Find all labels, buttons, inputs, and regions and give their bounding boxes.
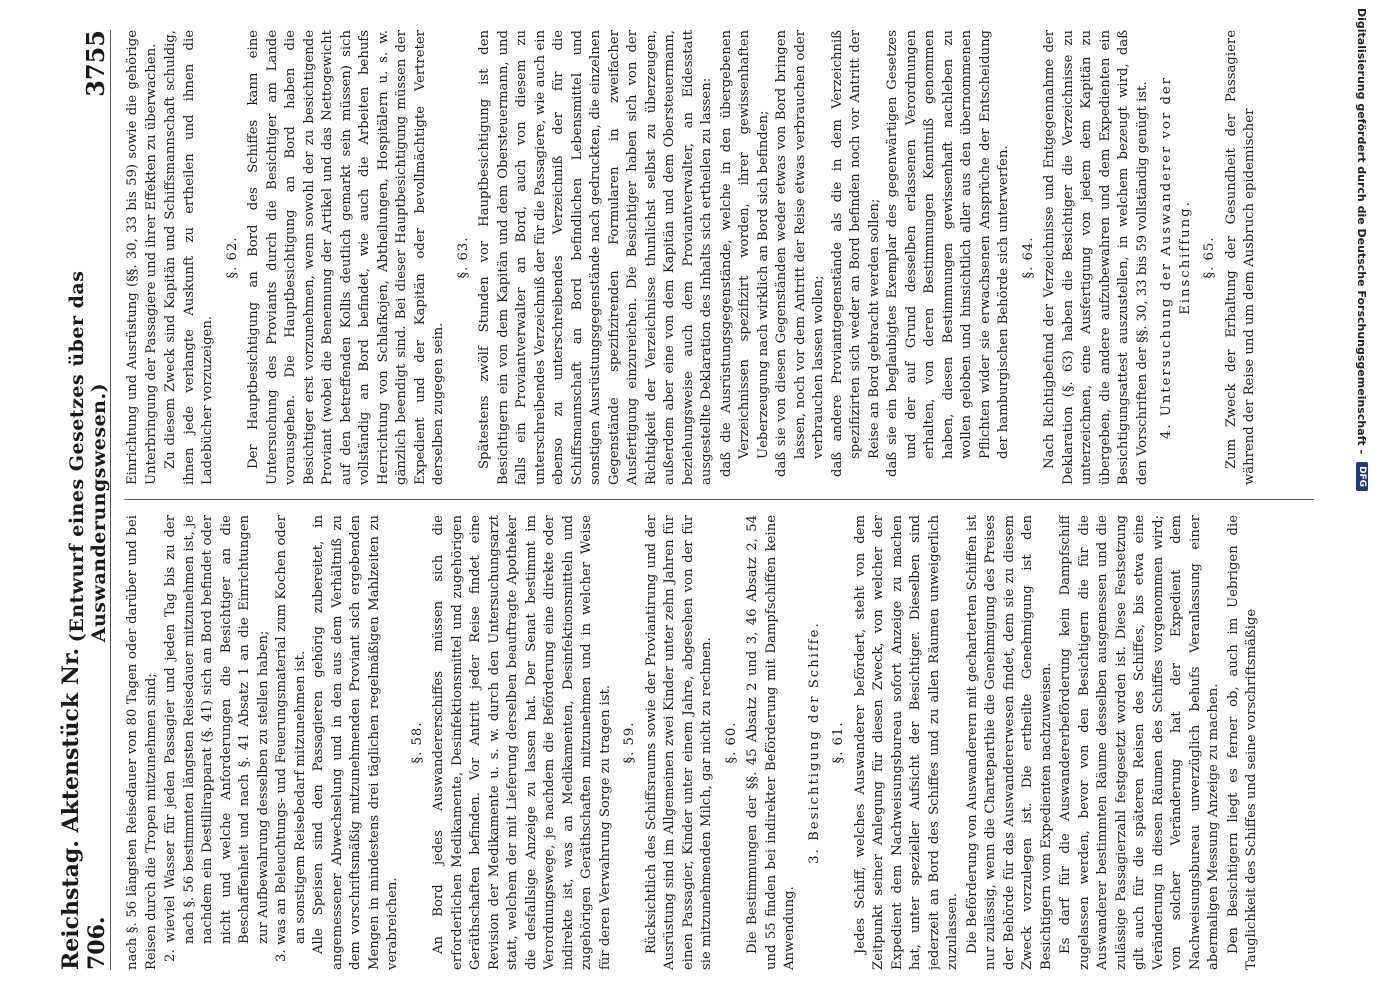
- declaration-item: daß andere Proviantgegenstände als die in dem Verzeichniß spezifizirten sich weder an Bord befinden noch vor Antritt der Reise an Bord gebracht werden sollen;: [829, 30, 882, 477]
- funding-text: Digitalisierung gefördert durch die Deutsche Forschungsgemeinschaft -: [1355, 8, 1369, 455]
- section-heading: §. 65.: [1202, 236, 1217, 279]
- paragraph: Es darf für die Auswandererbeförderung kein Dampfschiff zugelassen werden, bevor von den Besichtigern die für die Auswanderer bestimmten Räume desselben ausgemessen und die zulässige Passagierzahl festgesetzt worden ist. Diese Festsetzung gilt auch für die späteren Reisen des Schiffes, bis etwa eine Veränderung in diesen Räumen des Schiffes vorgenommen wird; von solcher Veränderung hat der Expedient dem Nachweisungsbureau unverzüglich behufs Veranlassung einer abermaligen Messung Anzeige zu machen.: [1058, 515, 1221, 970]
- section-heading: §. 63.: [455, 236, 471, 279]
- section-heading: §. 64.: [1020, 236, 1036, 279]
- paragraph: Der Hauptbesichtigung an Bord des Schiffes kann eine Untersuchung des Proviants durch die Besichtiger am Lande vorausgehen. Die Hauptbesichtigung an Bord haben die Besichtiger erst vorzunehmen, wenn sowohl der zu besichtigende Proviant (wobei die Benennung der Artikel und das Nettogewicht auf den betreffenden Kollis deutlich gemarkt sein müssen) sich vollständig an Bord befindet, wie auch die Arbeiten behufs Herrichtung von Schlafkojen, Abtheilungen, Hospitälern u. s. w. gänzlich beendigt sind. Bei dieser Hauptbesichtigung müssen der Expedient und der Kapitän oder bevollmächtigte Vertreter derselben zugegen sein.: [246, 30, 446, 485]
- page-content: [58, 30, 1330, 970]
- section-heading: §. 62.: [224, 236, 240, 279]
- rotated-page: [50, 0, 1350, 1000]
- list-item: 3. was an Beleuchtungs- und Feuerungsmaterial zum Kochen oder an sonstigem Reisebedarf mitzunehmen ist.: [274, 515, 308, 962]
- page-header: [58, 30, 111, 970]
- right-column: [124, 30, 1314, 485]
- section-heading: §. 60.: [723, 721, 739, 764]
- paragraph: Alle Speisen sind den Passagieren gehörig zubereitet, in angemessener Abwechselung und in den aus dem Verhältniß zu dem vorschriftsmäßig mitzunehmenden Proviant sich ergebenden Mengen in mindestens drei täglichen regelmäßigen Mahlzeiten zu verabreichen.: [311, 515, 400, 970]
- paragraph: Den Besichtigern liegt es ferner ob, auch im Uebrigen die Tauglichkeit des Schiffes und seine vorschriftsmäßige: [1225, 515, 1259, 970]
- section-heading: §. 58.: [409, 721, 425, 764]
- section-heading: §. 61.: [831, 721, 846, 764]
- paragraph: An Bord jedes Auswandererschiffes müssen sich die erforderlichen Medikamente, Desinfektionsmittel und zugehörigen Geräthschaften befinden. Vor Antritt jeder Reise findet eine Revision der Medikamente u. s. w. durch den Untersuchungsarzt statt, welchem der mit Lieferung derselben beauftragte Apotheker die desfallsige Anzeige zu lassen hat. Der Senat bestimmt im Verordnungswege, je nachdem die Beförderung eine direkte oder indirekte ist, was an Medikamenten, Desinfektionsmitteln und zugehörigen Geräthschaften mitzunehmen und in welcher Weise für deren Verwahrung Sorge zu tragen ist.: [431, 515, 613, 970]
- paragraph: Die Bestimmungen der §§. 45 Absatz 2 und 3, 46 Absatz 2, 54 und 55 finden bei indirekter Beförderung mit Dampfschiffen keine Anwendung.: [745, 515, 797, 970]
- paragraph: Zum Zweck der Erhaltung der Gesundheit der Passagiere während der Reise und um dem Ausbruch epidemischer: [1223, 30, 1257, 485]
- paragraph: Jedes Schiff, welches Auswanderer befördert, steht von dem Zeitpunkt seiner Anlegung für diesen Zweck, von welcher der Expedient dem Nachweisungsbureau sofort Anzeige zu machen hat, unter spezieller Aufsicht der Besichtiger. Dieselben sind jederzeit an Bord des Schiffes und zu allen Räumen unweigerlich zuzulassen.: [852, 515, 960, 970]
- page-number: 3755: [81, 30, 110, 97]
- funding-note: [1351, 8, 1375, 998]
- column-divider: [124, 499, 1314, 500]
- subsection-heading: 3. Besichtigung der Schiffe.: [806, 621, 822, 864]
- paragraph: Rücksichtlich des Schiffsraums sowie der Proviantirung und der Ausrüstung sind im Allgemeinen zwei Kinder unter zehn Jahren für einen Passagier, Kinder unter einem Jahre, abgesehen von der für sie mitzunehmenden Milch, gar nicht zu rechnen.: [643, 515, 714, 970]
- paragraph: nach §. 56 längsten Reisedauer von 80 Tagen oder darüber und bei Reisen durch die Tropen mitzunehmen sind;: [125, 515, 159, 970]
- subsection-heading: 4. Untersuchung der Auswanderer vor der Einschiffung.: [1159, 76, 1193, 440]
- paragraph: Nach Richtigbefund der Verzeichnisse und Entgegennahme der Deklaration (§. 63) haben die Besichtiger die Verzeichnisse zu unterzeichnen, eine Ausfertigung von jedem dem Kapitän zu übergeben, die andere aufzubewahren und dem Expedienten ein Besichtigungsattest auszustellen, in welchem bezeugt wird, daß den Vorschriften der §§. 30, 33 bis 59 vollständig genügt ist.: [1042, 30, 1150, 485]
- paragraph: Spätestens zwölf Stunden vor Hauptbesichtigung ist den Besichtigern ein von dem Kapitän und dem Obersteuermann, und falls ein Proviantverwalter an Bord, auch von diesem zu unterschreibendes Verzeichniß der für die Passagiere, wie auch ein ebenso zu unterschreibendes Verzeichniß der für die Schiffsmannschaft an Bord befindlichen Lebensmittel und sonstigen Ausrüstungsgegenstände nach gedruckten, die einzelnen Gegenstände spezifizirenden Formularen in zweifacher Ausfertigung einzureichen. Die Besichtiger haben sich von der Richtigkeit der Verzeichnisse thunlichst selbst zu überzeugen, außerdem aber eine von dem Kapitän und dem Obersteuermann, beziehungsweise auch dem Proviantverwalter, an Eidesstatt ausgestellte Deklaration des Inhalts sich ertheilen zu lassen:: [477, 30, 714, 485]
- paragraph: Einrichtung und Ausrüstung (§§. 30, 33 bis 59) sowie die gehörige Unterbringung der Passagiere und ihrer Effekten zu überwachen.: [125, 30, 159, 485]
- header-left: Reichstag. Aktenstück Nr. 706.: [58, 647, 110, 970]
- paragraph: Die Beförderung von Auswanderern mit gecharterten Schiffen ist nur zulässig, wenn die Charteparthie die Genehmigung des Preises der Behörde für das Auswandererwesen findet, dem sie zu diesem Zweck vorzulegen ist. Die ertheilte Genehmigung ist den Besichtigern vom Expedienten nachzuweisen.: [964, 515, 1054, 970]
- left-column: [124, 515, 1314, 970]
- dfg-logo-icon: DFG: [1356, 462, 1368, 491]
- paragraph: Zu diesem Zweck sind Kapitän und Schiffsmannschaft schuldig, ihnen jede verlangte Auskunft zu ertheilen und ihnen die Ladebücher vorzuzeigen.: [163, 30, 215, 485]
- declaration-item: daß sie ein beglaubigtes Exemplar des gegenwärtigen Gesetzes und der auf Grund desselben erlassenen Verordnungen erhalten, von deren Bestimmungen Kenntniß genommen haben, diesen Bestimmungen gewissenhaft nachleben zu wollen geloben und hinsichtlich aller aus den übernommenen Pflichten wider sie erwachsenen Ansprüche der Entscheidung der hamburgischen Behörde sich unterwerfen.: [885, 30, 1011, 477]
- header-title: (Entwurf eines Gesetzes über das Auswanderungswesen.): [66, 270, 110, 643]
- declaration-item: daß sie von diesen Gegenständen weder etwas von Bord bringen lassen, noch vor dem Antritt der Reise etwas verbrauchen oder verbrauchen lassen wollen;: [774, 30, 826, 477]
- declaration-item: daß die Ausrüstungsgegenstände, welche in den übergebenen Verzeichnissen spezifizirt worden, ihrer gewissenhaften Ueberzeugung nach wirklich an Bord sich befinden;: [718, 30, 771, 477]
- list-item: 2. wieviel Wasser für jeden Passagier und jeden Tag bis zu der nach §. 56 bestimmten längsten Reisedauer mitzunehmen ist, je nachdem ein Destillirapparat (§. 41) sich an Bord befindet oder nicht und welche Anforderungen die Besichtiger an die Beschaffenheit und nach §. 41 Absatz 1 an die Einrichtungen zur Aufbewahrung desselben zu stellen haben;: [163, 515, 271, 962]
- section-heading: §. 59.: [622, 721, 637, 764]
